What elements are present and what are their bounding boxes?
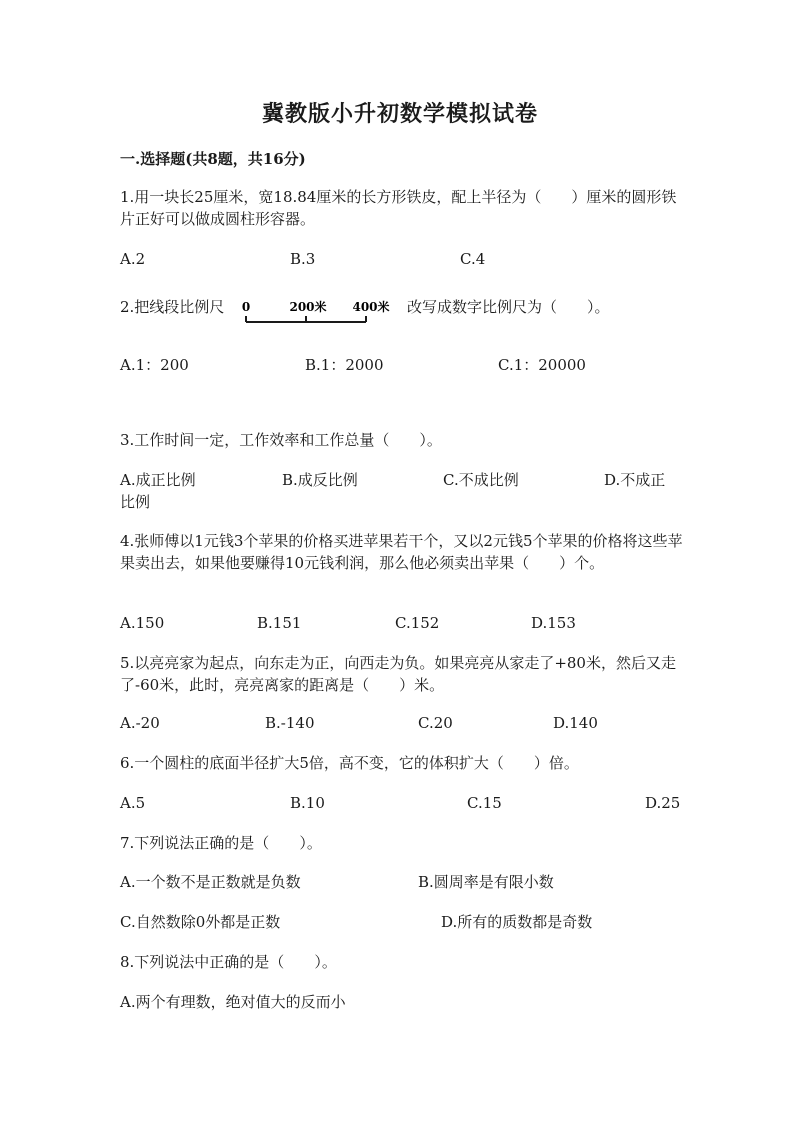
section-heading: 一.选择题(共8题，共16分)	[120, 150, 306, 168]
question-7-stem: 7.下列说法正确的是（ ）。	[120, 834, 322, 852]
line-scale-diagram	[238, 297, 398, 331]
question-6-option-c: C.15	[467, 794, 502, 812]
question-2-stem-before: 2.把线段比例尺	[120, 298, 225, 316]
question-5-option-a: A.-20	[120, 714, 160, 732]
question-6-option-d: D.25	[645, 794, 681, 812]
question-1-stem: 1.用一块长25厘米，宽18.84厘米的长方形铁皮，配上半径为（ ）厘米的圆形铁片正好可以做成圆柱形容器。	[120, 188, 677, 228]
question-1-option-a: A.2	[120, 250, 146, 268]
question-4-option-d: D.153	[531, 614, 576, 632]
question-4-stem: 4.张师傅以1元钱3个苹果的价格买进苹果若干个，又以2元钱5个苹果的价格将这些苹果卖出去，如果他要赚得10元钱利润，那么他必须卖出苹果（ ）个。	[120, 532, 683, 572]
question-6-option-a: A.5	[120, 794, 146, 812]
question-6-stem: 6.一个圆柱的底面半径扩大5倍，高不变，它的体积扩大（ ）倍。	[120, 754, 579, 772]
scale-label-200: 200米	[289, 300, 327, 314]
scale-label-0: 0	[241, 300, 251, 314]
question-4-option-c: C.152	[395, 614, 440, 632]
question-4-option-a: A.150	[120, 614, 165, 632]
question-7-option-a: A.一个数不是正数就是负数	[120, 873, 301, 891]
question-8-option-a: A.两个有理数，绝对值大的反而小	[120, 993, 346, 1011]
question-5-stem: 5.以亮亮家为起点，向东走为正，向西走为负。如果亮亮从家走了+80米，然后又走了-60米，此时，亮亮离家的距离是（ ）米。	[120, 654, 676, 694]
question-2-option-b: B.1：2000	[305, 356, 384, 374]
question-5-option-d: D.140	[553, 714, 598, 732]
question-6-option-b: B.10	[290, 794, 325, 812]
question-5-option-b: B.-140	[265, 714, 315, 732]
question-3-option-a: A.成正比例	[120, 471, 196, 489]
question-3-stem: 3.工作时间一定，工作效率和工作总量（ ）。	[120, 431, 442, 449]
question-3-option-d-wrap: 比例	[120, 493, 151, 511]
question-5-option-c: C.20	[418, 714, 453, 732]
question-1-option-c: C.4	[460, 250, 486, 268]
question-7-option-b: B.圆周率是有限小数	[418, 873, 554, 891]
question-3-option-b: B.成反比例	[282, 471, 358, 489]
question-2-option-a: A.1：200	[120, 356, 189, 374]
scale-label-400: 400米	[352, 300, 390, 314]
question-3-option-d: D.不成正	[604, 471, 666, 489]
question-7-option-c: C.自然数除0外都是正数	[120, 913, 281, 931]
question-2-option-c: C.1：20000	[498, 356, 586, 374]
question-4-option-b: B.151	[257, 614, 302, 632]
question-2-stem-after: 改写成数字比例尺为（ ）。	[407, 298, 610, 316]
question-7-option-d: D.所有的质数都是奇数	[441, 913, 593, 931]
question-1-option-b: B.3	[290, 250, 316, 268]
exam-title: 冀教版小升初数学模拟试卷	[261, 101, 538, 127]
question-8-stem: 8.下列说法中正确的是（ ）。	[120, 953, 337, 971]
question-3-option-c: C.不成比例	[443, 471, 519, 489]
